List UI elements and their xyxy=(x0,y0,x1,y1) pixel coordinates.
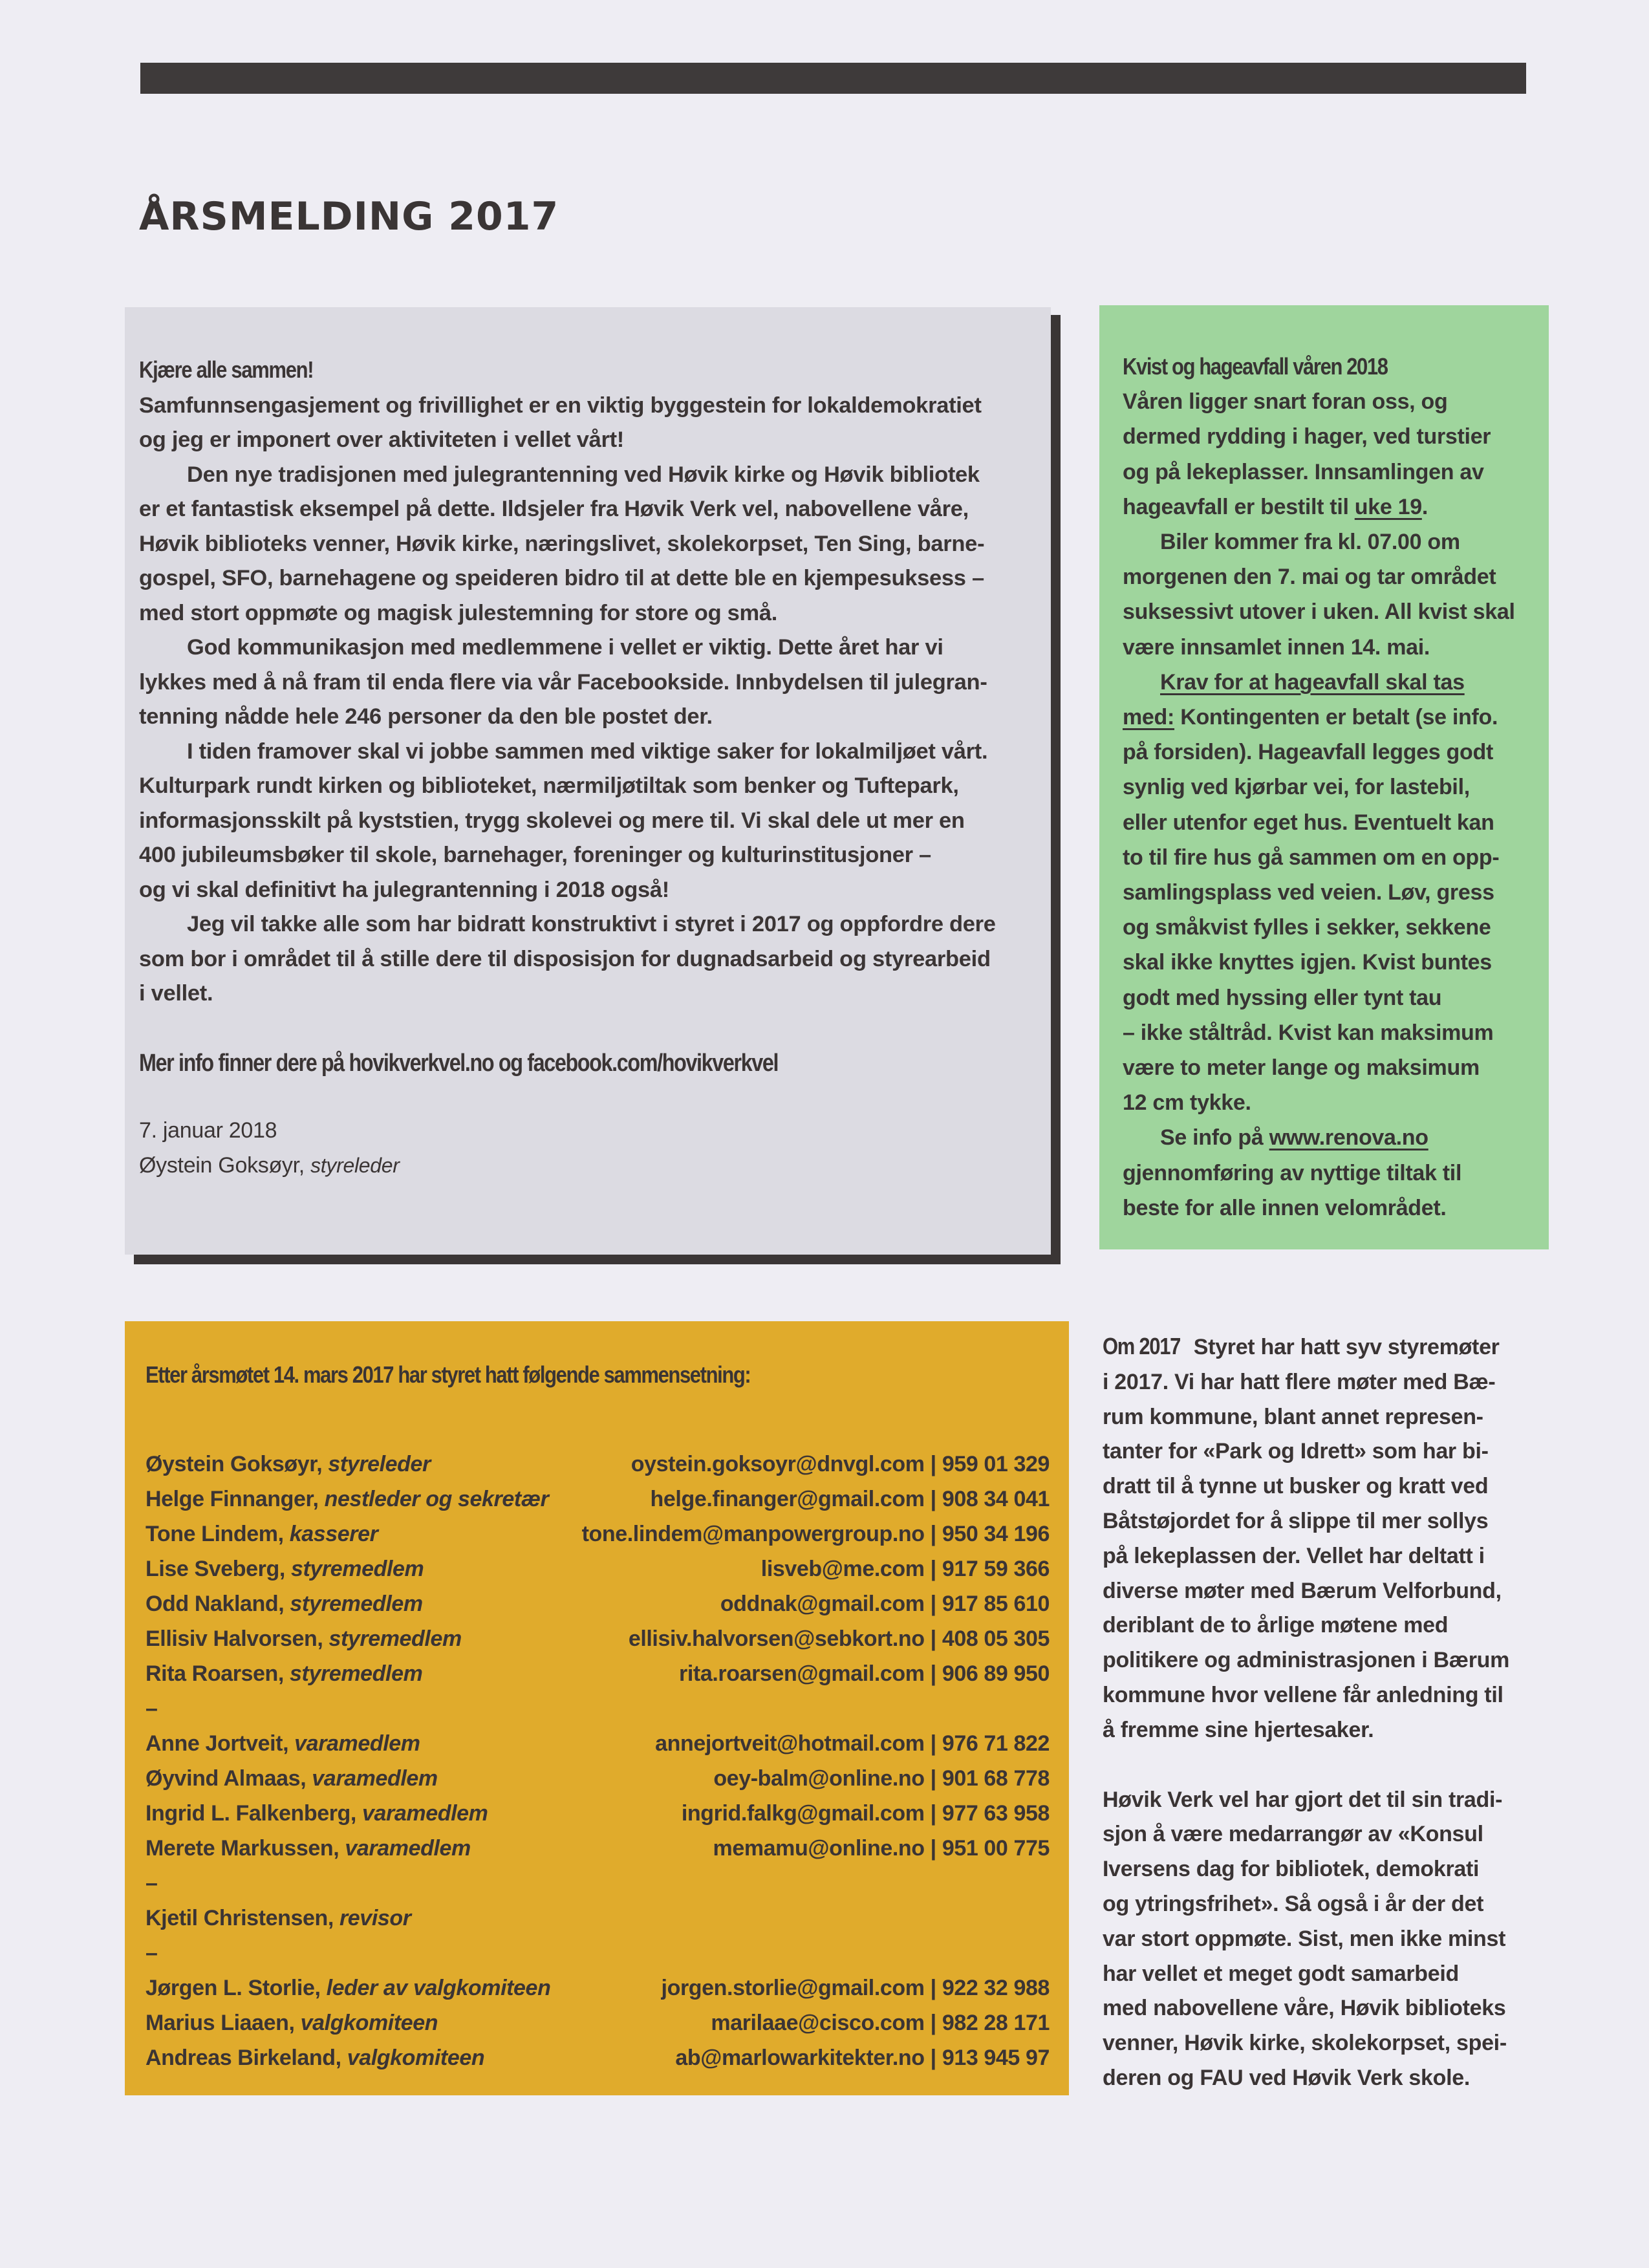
about-line: kommune hvor vellene får anledning til xyxy=(1103,1682,1503,1707)
about-line xyxy=(1103,1329,1542,1365)
garden-line: på forsiden). Hageavfall legges godt xyxy=(1123,740,1493,765)
garden-line: to til fire hus gå sammen om en opp- xyxy=(1123,845,1500,870)
member-name-role xyxy=(146,1557,424,1582)
letter-line: lykkes med å nå fram til enda flere via vår Facebookside. Innbydelsen til julegran- xyxy=(139,669,987,695)
member-role: varamedlem xyxy=(312,1766,438,1791)
board-member-row xyxy=(146,1551,1050,1586)
letter-line: tenning nådde hele 246 personer da den ble postet der. xyxy=(139,704,713,729)
member-role: valgkomiteen xyxy=(300,2010,438,2035)
member-role: styremedlem xyxy=(290,1591,423,1616)
member-role: leder av valgkomiteen xyxy=(326,1975,551,2000)
group-separator-dash: – xyxy=(146,1696,158,1721)
top-decorative-bar xyxy=(140,63,1526,94)
about-line: Båtstøjordet for å slippe til mer sollys xyxy=(1103,1508,1489,1533)
member-contact: jorgen.storlie@gmail.com | 922 32 988 xyxy=(661,1975,1050,2000)
garden-line: morgenen den 7. mai og tar området xyxy=(1123,565,1496,590)
requirements-heading: Krav for at hageavfall skal tas xyxy=(1160,669,1465,695)
letter-body xyxy=(139,389,1031,1011)
requirements-heading-cont: med: xyxy=(1123,705,1175,730)
garden-line: Biler kommer fra kl. 07.00 om xyxy=(1160,530,1460,555)
garden-line: være innsamlet innen 14. mai. xyxy=(1123,634,1430,660)
letter-line: 400 jubileumsbøker til skole, barnehager, foreninger og kulturinstitusjoner – xyxy=(139,843,931,867)
letter-box xyxy=(125,307,1051,1255)
about-line: var stort oppmøte. Sist, men ikke minst xyxy=(1103,1926,1506,1951)
member-name-role xyxy=(146,2046,484,2071)
board-member-list xyxy=(146,1447,1050,2075)
member-name: Anne Jortveit, xyxy=(146,1731,289,1756)
member-name-role xyxy=(146,1801,488,1826)
member-contact: oystein.goksoyr@dnvgl.com | 959 01 329 xyxy=(630,1451,1050,1476)
member-name-role xyxy=(146,1522,378,1547)
garden-line: synlig ved kjørbar vei, for lastebil, xyxy=(1123,775,1470,800)
board-member-row xyxy=(146,1831,1050,1866)
board-member-row xyxy=(146,1656,1050,1691)
garden-line: skal ikke knyttes igjen. Kvist buntes xyxy=(1123,950,1492,975)
member-name: Ingrid L. Falkenberg, xyxy=(146,1800,356,1826)
member-name: Odd Nakland, xyxy=(146,1591,285,1616)
member-contact: marilaae@cisco.com | 982 28 171 xyxy=(711,2010,1050,2035)
board-member-row xyxy=(146,2005,1050,2040)
member-role: varamedlem xyxy=(362,1800,488,1826)
about-2017-column xyxy=(1103,1329,1542,2096)
board-member-row xyxy=(146,1761,1050,1796)
board-member-row xyxy=(146,1796,1050,1831)
member-name-role xyxy=(146,1487,548,1512)
about-line: Iversens dag for bibliotek, demokrati xyxy=(1103,1857,1480,1882)
member-name: Tone Lindem, xyxy=(146,1521,284,1546)
member-contact: helge.finanger@gmail.com | 908 34 041 xyxy=(650,1486,1050,1511)
board-member-row xyxy=(146,1726,1050,1761)
about-line: deren og FAU ved Høvik Verk skole. xyxy=(1103,2065,1471,2090)
about-line: har vellet et meget godt samarbeid xyxy=(1103,1961,1459,1986)
about-line: venner, Høvik kirke, skolekorpset, spei- xyxy=(1103,2031,1507,2056)
signer-name: Øystein Goksøyr, xyxy=(139,1153,305,1178)
letter-line: med stort oppmøte og magisk julestemning for store og små. xyxy=(139,600,778,625)
group-separator-dash: – xyxy=(146,1941,158,1965)
letter-line: Den nye tradisjonen med julegrantenning ved Høvik kirke og Høvik bibliotek xyxy=(187,462,980,487)
letter-signature xyxy=(139,1148,1031,1183)
member-role: revisor xyxy=(339,1905,411,1930)
member-contact: ingrid.falkg@gmail.com | 977 63 958 xyxy=(681,1800,1050,1826)
renova-link[interactable]: www.renova.no xyxy=(1269,1125,1428,1150)
garden-line: og på lekeplasser. Innsamlingen av xyxy=(1123,459,1484,484)
member-role: varamedlem xyxy=(345,1835,471,1861)
letter-line: er et fantastisk eksempel på dette. Ildsjeler fra Høvik Verk vel, nabovellene våre, xyxy=(139,497,969,521)
board-member-row xyxy=(146,1447,1050,1482)
letter-line: Samfunnsengasjement og frivillighet er en viktig byggestein for lokaldemokratiet xyxy=(139,393,982,418)
member-contact: memamu@online.no | 951 00 775 xyxy=(713,1835,1050,1861)
about-line: Høvik Verk vel har gjort det til sin tradi- xyxy=(1103,1787,1503,1812)
member-contact: ellisiv.halvorsen@sebkort.no | 408 05 305 xyxy=(628,1626,1050,1651)
member-role: kasserer xyxy=(289,1521,378,1546)
garden-line: suksessivt utover i uken. All kvist skal xyxy=(1123,599,1515,625)
week-19-underlined: uke 19 xyxy=(1354,494,1422,519)
about-2017-paragraph-2 xyxy=(1103,1783,1542,2096)
about-text: Styret har hatt syv styremøter xyxy=(1187,1335,1500,1359)
board-member-row xyxy=(146,1971,1050,2005)
garden-line xyxy=(1123,665,1536,700)
board-member-row xyxy=(146,1482,1050,1517)
member-name: Helge Finnanger, xyxy=(146,1486,319,1511)
about-2017-paragraph-1 xyxy=(1103,1329,1542,1748)
group-separator-dash: – xyxy=(146,1871,158,1895)
member-contact: annejortveit@hotmail.com | 976 71 822 xyxy=(655,1731,1050,1756)
member-name-role xyxy=(146,1906,411,1931)
member-contact: oddnak@gmail.com | 917 85 610 xyxy=(720,1591,1050,1616)
member-name: Øyvind Almaas, xyxy=(146,1766,307,1791)
about-line: deriblant de to årlige møtene med xyxy=(1103,1613,1449,1638)
about-line: i 2017. Vi har hatt flere møter med Bæ- xyxy=(1103,1369,1496,1394)
about-line: og ytringsfrihet». Så også i år der det xyxy=(1103,1891,1484,1916)
member-role: nestleder og sekretær xyxy=(324,1486,549,1511)
garden-line: beste for alle innen velområdet. xyxy=(1123,1195,1447,1220)
garden-text: Kontingenten er betalt (se info. xyxy=(1174,705,1498,730)
more-info-line: Mer info finner dere på hovikverkvel.no og facebook.com/hovikverkvel xyxy=(139,1049,779,1077)
member-name: Kjetil Christensen, xyxy=(146,1905,334,1930)
about-2017-heading: Om 2017 xyxy=(1103,1333,1181,1359)
page-title: ÅRSMELDING 2017 xyxy=(139,194,559,239)
letter-line: som bor i området til å stille dere til disposisjon for dugnadsarbeid og styrearbeid xyxy=(139,946,991,971)
garden-text: Se info på xyxy=(1160,1125,1269,1150)
member-name-role xyxy=(146,1592,423,1617)
about-line: politikere og administrasjonen i Bærum xyxy=(1103,1648,1510,1673)
garden-line: 12 cm tykke. xyxy=(1123,1090,1251,1116)
board-member-row xyxy=(146,1621,1050,1656)
member-contact: lisveb@me.com | 917 59 366 xyxy=(760,1556,1050,1581)
letter-line: og jeg er imponert over aktiviteten i vellet vårt! xyxy=(139,427,624,452)
about-line: på lekeplassen der. Vellet har deltatt i xyxy=(1103,1543,1485,1568)
about-line: med nabovellene våre, Høvik biblioteks xyxy=(1103,1996,1506,2021)
garden-line: samlingsplass ved veien. Løv, gress xyxy=(1123,880,1494,905)
member-name: Ellisiv Halvorsen, xyxy=(146,1626,323,1651)
letter-line: i vellet. xyxy=(139,981,213,1006)
letter-line: og vi skal definitivt ha julegrantenning i 2018 også! xyxy=(139,877,669,902)
garden-waste-box xyxy=(1099,305,1549,1249)
garden-line xyxy=(1123,1120,1536,1155)
letter-line: Jeg vil takke alle som har bidratt konstruktivt i styret i 2017 og oppfordre dere xyxy=(187,912,996,936)
member-role: varamedlem xyxy=(294,1731,420,1756)
member-name: Jørgen L. Storlie, xyxy=(146,1975,321,2000)
member-contact: tone.lindem@manpowergroup.no | 950 34 196 xyxy=(581,1521,1050,1546)
board-member-row xyxy=(146,1901,1050,1936)
signer-role: styreleder xyxy=(310,1154,400,1177)
member-name: Andreas Birkeland, xyxy=(146,2045,341,2070)
about-line: dratt til å tynne ut busker og kratt ved xyxy=(1103,1474,1489,1499)
member-name-role xyxy=(146,1452,431,1477)
member-name: Marius Liaaen, xyxy=(146,2010,295,2035)
paragraph-gap xyxy=(1103,1748,1542,1783)
member-contact: rita.roarsen@gmail.com | 906 89 950 xyxy=(679,1661,1050,1686)
member-name-role xyxy=(146,1661,422,1687)
member-contact: oey-balm@online.no | 901 68 778 xyxy=(713,1766,1050,1791)
garden-text: . xyxy=(1421,494,1428,519)
about-line: rum kommune, blant annet represen- xyxy=(1103,1404,1483,1429)
member-role: styreleder xyxy=(328,1451,431,1476)
garden-waste-heading: Kvist og hageavfall våren 2018 xyxy=(1123,353,1388,380)
letter-line: God kommunikasjon med medlemmene i vellet er viktig. Dette året har vi xyxy=(187,635,943,660)
letter-date: 7. januar 2018 xyxy=(139,1118,277,1143)
garden-line: eller utenfor eget hus. Eventuelt kan xyxy=(1123,810,1494,835)
member-name: Rita Roarsen, xyxy=(146,1661,284,1686)
about-line: tanter for «Park og Idrett» som har bi- xyxy=(1103,1439,1489,1464)
member-name: Lise Sveberg, xyxy=(146,1556,285,1581)
board-member-row xyxy=(146,1517,1050,1551)
member-name-role xyxy=(146,1766,438,1791)
member-name-role xyxy=(146,1731,420,1756)
about-line: sjon å være medarrangør av «Konsul xyxy=(1103,1822,1483,1847)
garden-line: være to meter lange og maksimum xyxy=(1123,1055,1480,1081)
garden-line: godt med hyssing eller tynt tau xyxy=(1123,985,1442,1010)
member-contact: ab@marlowarkitekter.no | 913 945 97 xyxy=(675,2045,1050,2070)
garden-line: Våren ligger snart foran oss, og xyxy=(1123,389,1448,415)
member-name-role xyxy=(146,1836,471,1861)
member-role: styremedlem xyxy=(329,1626,462,1651)
garden-line: og småkvist fylles i sekker, sekkene xyxy=(1123,915,1491,940)
garden-text: hageavfall er bestilt til xyxy=(1123,494,1355,519)
member-name: Merete Markussen, xyxy=(146,1835,339,1861)
about-line: diverse møter med Bærum Velforbund, xyxy=(1103,1578,1502,1603)
member-name-role xyxy=(146,1626,462,1652)
about-line: å fremme sine hjertesaker. xyxy=(1103,1717,1374,1742)
letter-line: gospel, SFO, barnehagene og speideren bidro til at dette ble en kjempesuksess – xyxy=(139,566,984,590)
member-role: styremedlem xyxy=(290,1661,423,1686)
garden-line xyxy=(1123,700,1536,735)
letter-line: I tiden framover skal vi jobbe sammen med viktige saker for lokalmiljøet vårt. xyxy=(187,739,988,764)
member-role: valgkomiteen xyxy=(347,2045,485,2070)
letter-line: informasjonsskilt på kyststien, trygg skolevei og mere til. Vi skal dele ut mer en xyxy=(139,808,965,833)
letter-greeting: Kjære alle sammen! xyxy=(139,356,314,383)
member-name-role xyxy=(146,2011,438,2036)
board-heading: Etter årsmøtet 14. mars 2017 har styret hatt følgende sammensetning: xyxy=(146,1361,751,1388)
letter-line: Kulturpark rundt kirken og biblioteket, nærmiljøtiltak som benker og Tuftepark, xyxy=(139,773,959,798)
member-name-role xyxy=(146,1976,550,2001)
board-member-row xyxy=(146,1586,1050,1621)
letter-line: Høvik biblioteks venner, Høvik kirke, næringslivet, skolekorpset, Ten Sing, barne- xyxy=(139,531,985,556)
board-box xyxy=(125,1321,1069,2095)
board-member-row xyxy=(146,2040,1050,2075)
garden-line: gjennomføring av nyttige tiltak til xyxy=(1123,1160,1462,1185)
garden-line: dermed rydding i hager, ved turstier xyxy=(1123,424,1491,449)
garden-line: – ikke ståltråd. Kvist kan maksimum xyxy=(1123,1020,1494,1045)
member-name: Øystein Goksøyr, xyxy=(146,1451,323,1476)
garden-line xyxy=(1123,490,1536,524)
member-role: styremedlem xyxy=(290,1556,424,1581)
